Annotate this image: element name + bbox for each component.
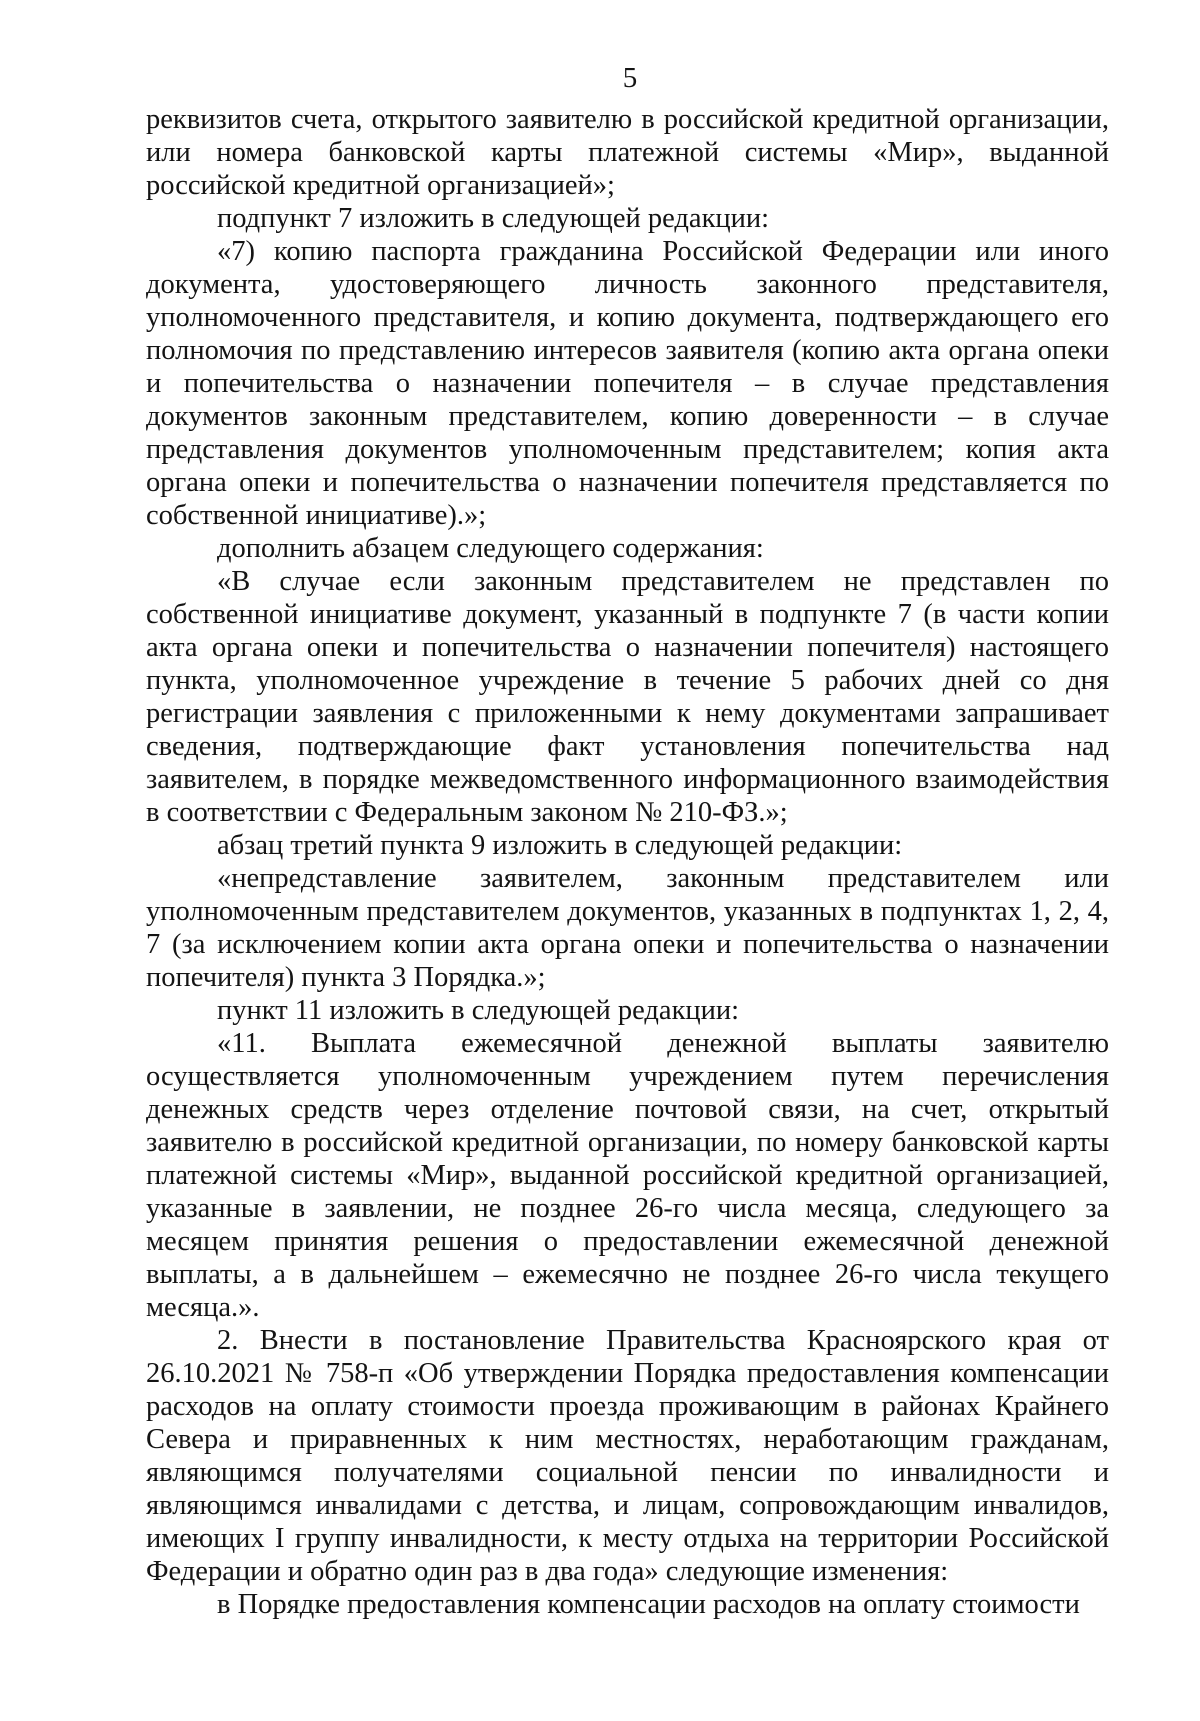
paragraph-subpoint-7-intro: подпункт 7 изложить в следующей редакции: — [217, 203, 770, 234]
paragraph-procedure-continuation: в Порядке предоставления компенсации расходов на оплату стоимости — [217, 1589, 1080, 1620]
paragraph-subpoint-7-text: «7) копию паспорта гражданина Российской Федерации или иного документа, удостоверяющего личность законного представителя, уполномоченного представителя, и копию документа, подтверждающего его полномочия по представлению интересов заявителя (копию акта органа опеки и попечительства о назначении попечителя – в случае представления документов законным представителем, копию доверенности – в случае представления документов уполномоченным представителем; копия акта органа опеки и попечительства о назначении попечителя представляется по собственной инициативе).»; — [146, 236, 1109, 531]
paragraph-point-9-text: «непредставление заявителем, законным представителем или уполномоченным представителем документов, указанных в подпунктах 1, 2, 4, 7 (за исключением копии акта органа опеки и попечительства о назначении попечителя) пункта 3 Порядка.»; — [146, 863, 1109, 993]
document-body — [146, 103, 1109, 1621]
paragraph-add-abzac-text: «В случае если законным представителем не представлен по собственной инициативе документ, указанный в подпункте 7 (в части копии акта органа опеки и попечительства о назначении попечителя) настоящего пункта, уполномоченное учреждение в течение 5 рабочих дней со дня регистрации заявления с приложенными к нему документами запрашивает сведения, подтверждающие факт установления попечительства над заявителем, в порядке межведомственного информационного взаимодействия в соответствии с Федеральным законом № 210-ФЗ.»; — [146, 566, 1109, 828]
paragraph-add-abzac-intro: дополнить абзацем следующего содержания: — [217, 533, 764, 564]
page-number: 5 — [622, 62, 638, 94]
paragraph-requisites-end: реквизитов счета, открытого заявителю в российской кредитной организации, или номера банковской карты платежной системы «Мир», выданной российской кредитной организацией»; — [146, 104, 1109, 201]
paragraph-point-11-intro: пункт 11 изложить в следующей редакции: — [217, 995, 740, 1026]
paragraph-point-11-text: «11. Выплата ежемесячной денежной выплаты заявителю осуществляется уполномоченным учреждением путем перечисления денежных средств через отделение почтовой связи, на счет, открытый заявителю в российской кредитной организации, по номеру банковской карты платежной системы «Мир», выданной российской кредитной организацией, указанные в заявлении, не позднее 26-го числа месяца, следующего за месяцем принятия решения о предоставлении ежемесячной денежной выплаты, а в дальнейшем – ежемесячно не позднее 26-го числа текущего месяца.». — [146, 1028, 1109, 1323]
paragraph-item-2: 2. Внести в постановление Правительства Красноярского края от 26.10.2021 № 758-п «Об утверждении Порядка предоставления компенсации расходов на оплату стоимости проезда проживающим в районах Крайнего Севера и приравненных к ним местностях, неработающим гражданам, являющимся получателями социальной пенсии по инвалидности и являющимся инвалидами с детства, и лицам, сопровождающим инвалидов, имеющих I группу инвалидности, к месту отдыха на территории Российской Федерации и обратно один раз в два года» следующие изменения: — [146, 1325, 1109, 1587]
paragraph-point-9-intro: абзац третий пункта 9 изложить в следующей редакции: — [217, 830, 903, 861]
